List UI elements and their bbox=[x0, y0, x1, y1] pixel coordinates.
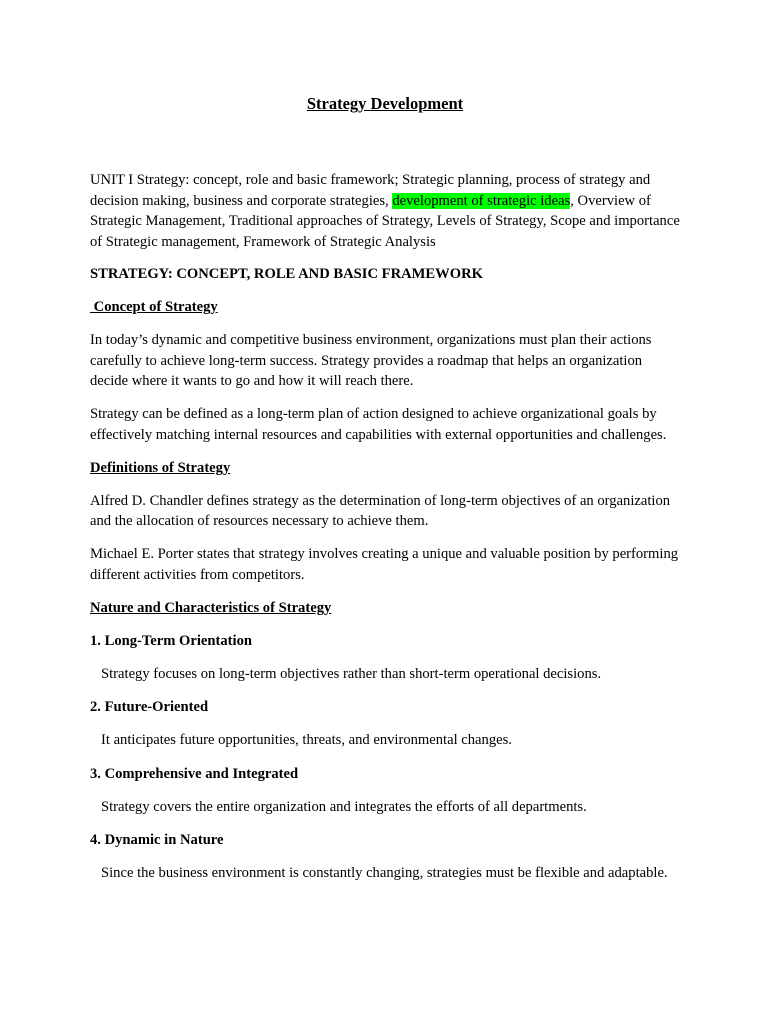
item-text-2: It anticipates future opportunities, threats, and environmental changes. bbox=[101, 732, 512, 748]
document-title: Strategy Development bbox=[306, 94, 464, 113]
item-text-4: Since the business environment is constantly changing, strategies must be flexible and adaptable. bbox=[101, 865, 668, 881]
item-heading-3: 3. Comprehensive and Integrated bbox=[90, 765, 299, 782]
section-heading: STRATEGY: CONCEPT, ROLE AND BASIC FRAMEWORK bbox=[90, 266, 483, 282]
document-page bbox=[90, 92, 680, 897]
intro-text-before: UNIT I Strategy: concept, role and basic framework; Strategic planning, process of strategy and decision making, business and corporate strategies, bbox=[90, 172, 651, 209]
intro-highlighted-text: development of strategic ideas bbox=[392, 192, 571, 209]
item-heading-1: 1. Long-Term Orientation bbox=[90, 632, 253, 649]
definition-chandler: Alfred D. Chandler defines strategy as the determination of long-term objectives of an organization and the allocation of resources necessary to achieve them. bbox=[90, 492, 671, 529]
item-text-3: Strategy covers the entire organization and integrates the efforts of all departments. bbox=[101, 798, 587, 815]
item-heading-2: 2. Future-Oriented bbox=[90, 699, 209, 715]
intro-text-after: , Overview of Strategic Management, Traditional approaches of Strategy, Levels of Strategy, Scope and importance of Strategic management, Framework of Strategic Analysis bbox=[90, 192, 680, 250]
concept-heading: Concept of Strategy bbox=[90, 299, 218, 315]
definition-porter: Michael E. Porter states that strategy involves creating a unique and valuable position by performing different activities from competitors. bbox=[90, 546, 679, 583]
concept-paragraph-2: Strategy can be defined as a long-term plan of action designed to achieve organizational goals by effectively matching internal resources and capabilities with external opportunities and challenges. bbox=[90, 406, 667, 443]
definitions-heading: Definitions of Strategy bbox=[90, 459, 231, 476]
concept-paragraph-1: In today’s dynamic and competitive business environment, organizations must plan their actions carefully to achieve long-term success. Strategy provides a roadmap that helps an organization decide where it wants to go and how it will reach there. bbox=[90, 332, 652, 389]
item-text-1: Strategy focuses on long-term objectives rather than short-term operational decisions. bbox=[101, 665, 602, 682]
nature-heading: Nature and Characteristics of Strategy bbox=[90, 599, 332, 616]
unit-intro-paragraph bbox=[90, 170, 680, 252]
item-heading-4: 4. Dynamic in Nature bbox=[90, 832, 224, 848]
